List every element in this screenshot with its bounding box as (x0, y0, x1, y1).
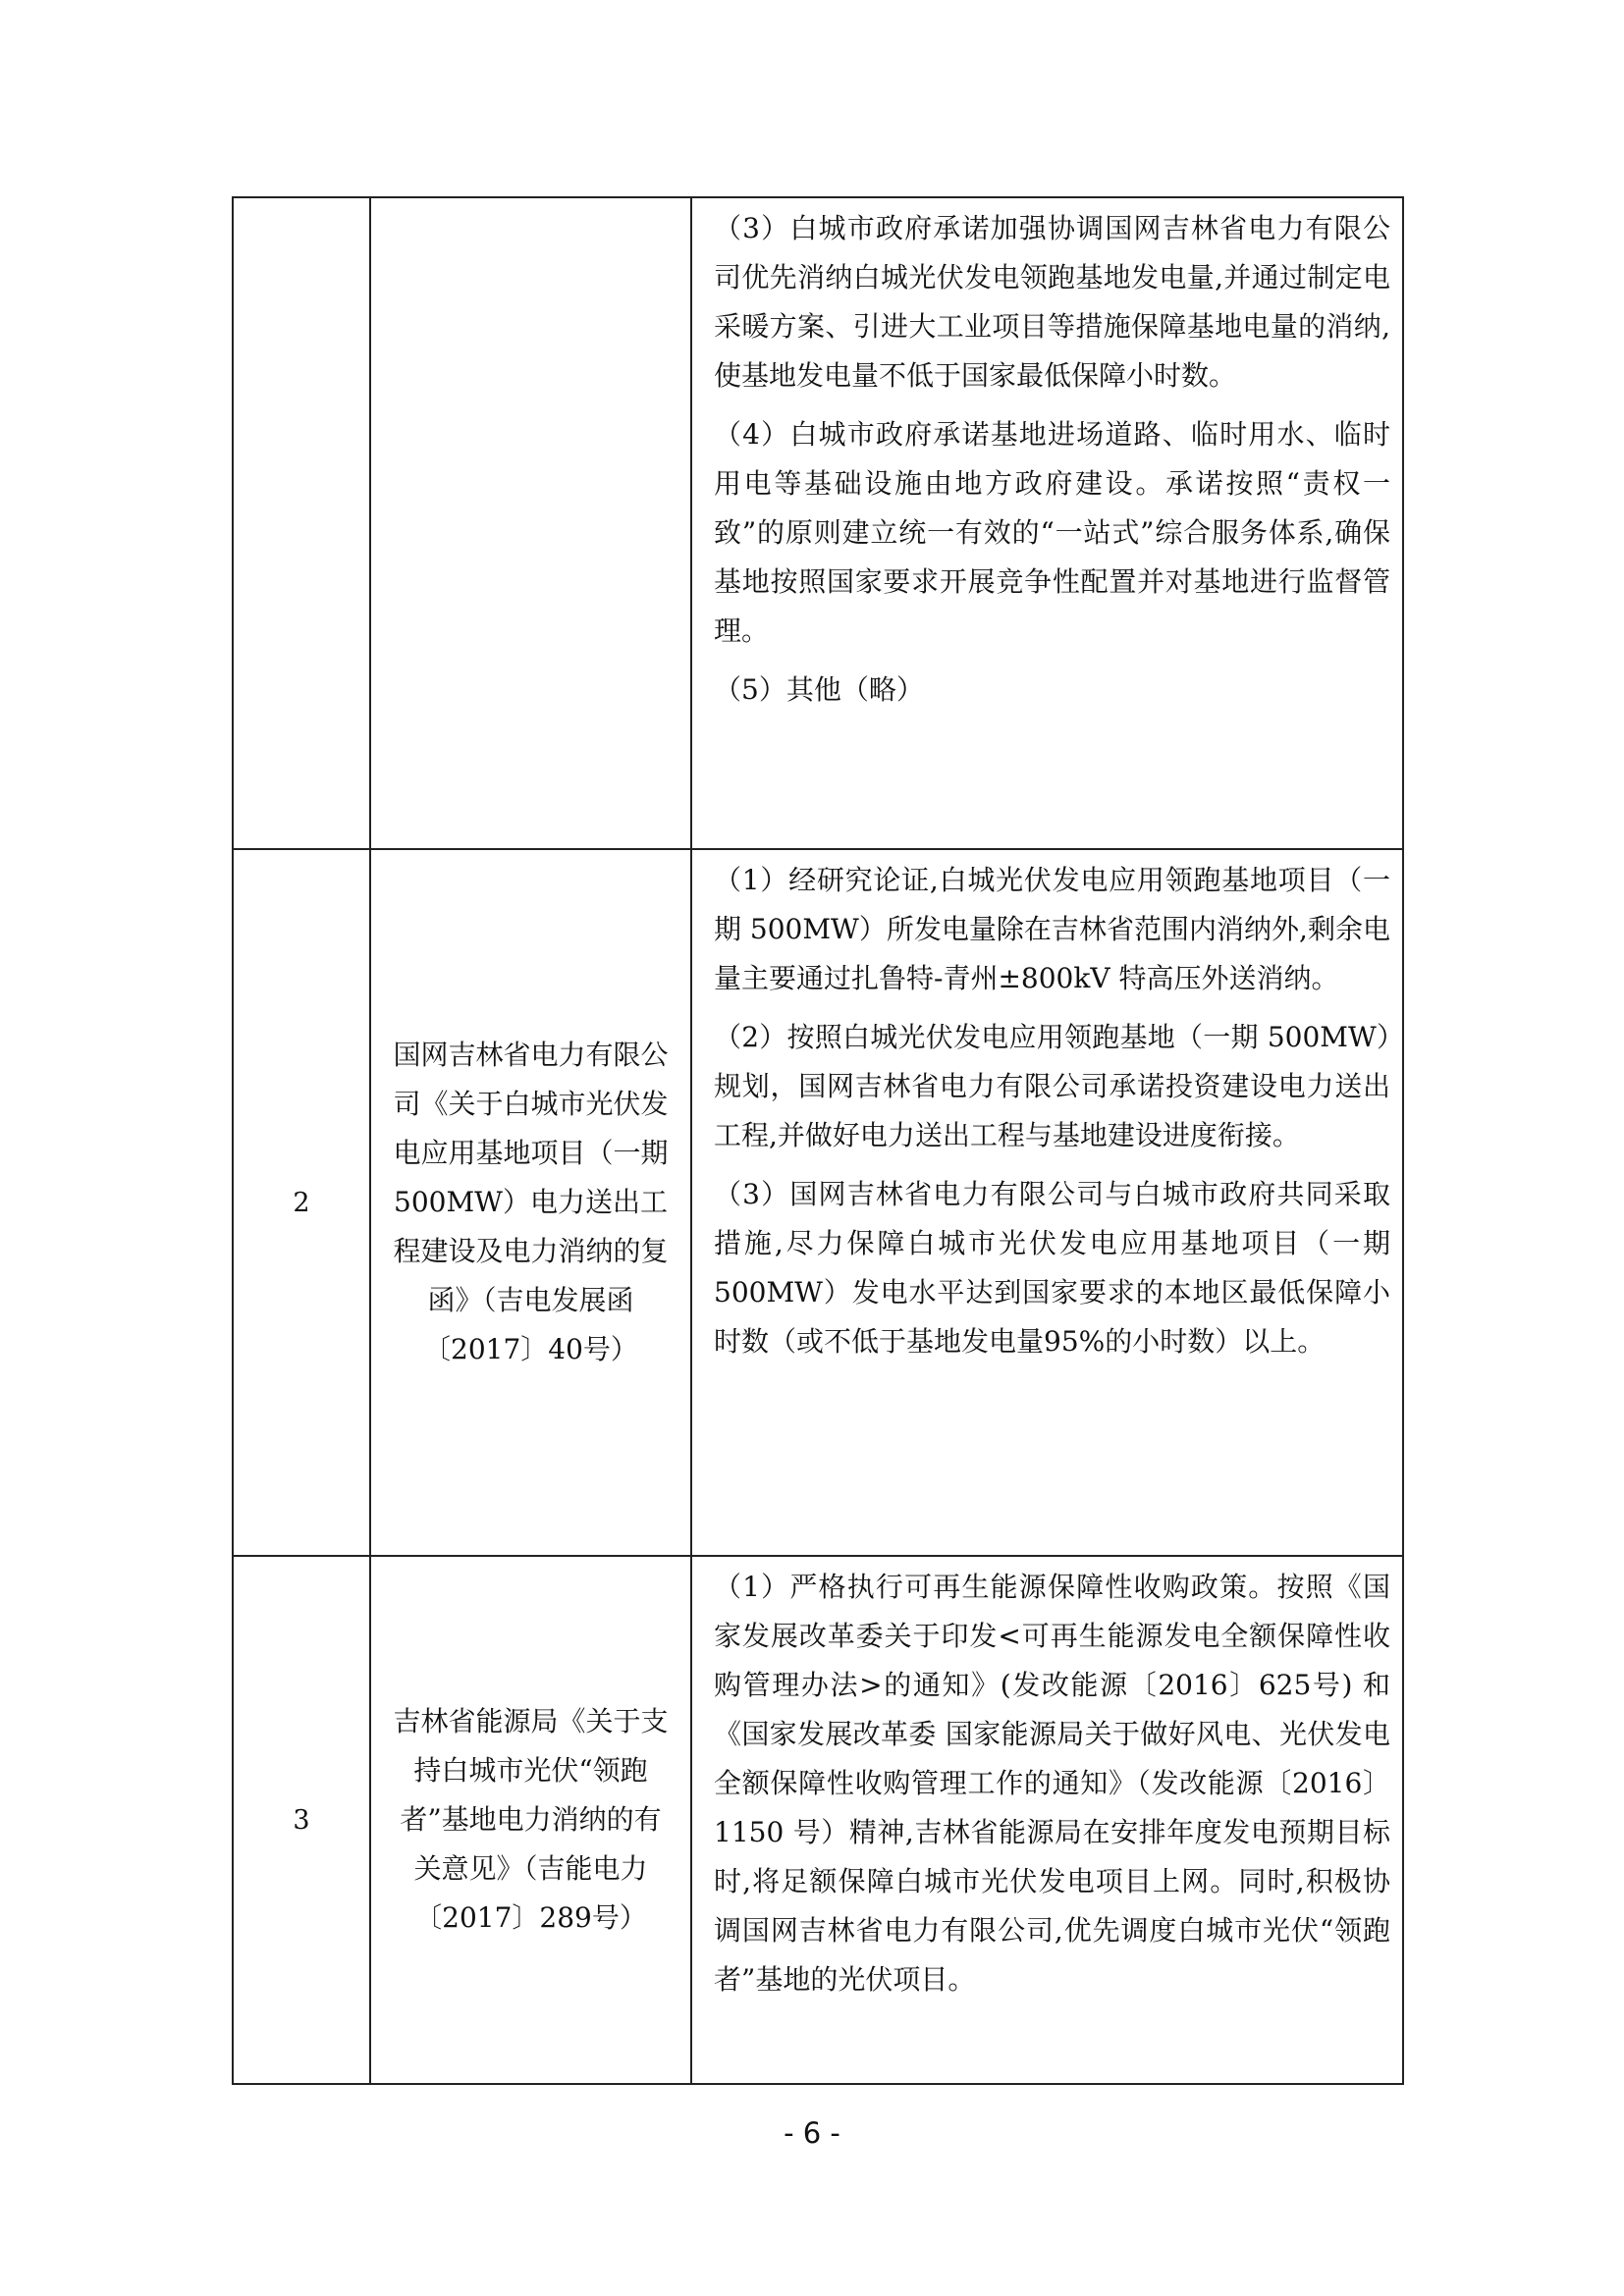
content-paragraph: （1）经研究论证,白城光伏发电应用领跑基地项目（一期 500MW）所发电量除在吉林省范围内消纳外,剩余电量主要通过扎鲁特-青州±800kV 特高压外送消纳。 (714, 864, 1390, 994)
row-number-cell: 3 (233, 1556, 370, 2084)
content-paragraph: （2）按照白城光伏发电应用领跑基地（一期 500MW）规划，国网吉林省电力有限公司承诺投资建设电力送出工程,并做好电力送出工程与基地建设进度衔接。 (714, 1021, 1390, 1151)
content-paragraph: （4）白城市政府承诺基地进场道路、临时用水、临时用电等基础设施由地方政府建设。承诺按照“责权一致”的原则建立统一有效的“一站式”综合服务体系,确保基地按照国家要求开展竞争性配置并对基地进行监督管理。 (714, 418, 1390, 647)
content-cell (691, 1556, 1403, 2084)
table-row (233, 849, 1403, 1556)
row-number-cell (233, 197, 370, 849)
table-row (233, 1556, 1403, 2084)
commitment-table (232, 196, 1404, 2085)
document-title-cell: 吉林省能源局《关于支持白城市光伏“领跑者”基地电力消纳的有关意见》（吉能电力〔2017〕289号） (370, 1556, 691, 2084)
content-paragraph: （1）严格执行可再生能源保障性收购政策。按照《国家发展改革委关于印发<可再生能源发电全额保障性收购管理办法>的通知》(发改能源〔2016〕625号) 和《国家发展改革委 国家能源局关于做好风电、光伏发电全额保障性收购管理工作的通知》（发改能源〔2016〕1150 号）精神,吉林省能源局在安排年度发电预期目标时,将足额保障白城市光伏发电项目上网。同时,积极协调国网吉林省电力有限公司,优先调度白城市光伏“领跑者”基地的光伏项目。 (714, 1571, 1390, 1996)
row-number-cell: 2 (233, 849, 370, 1556)
content-cell (691, 197, 1403, 849)
page-number: - 6 - (784, 2116, 840, 2150)
table-row (233, 197, 1403, 849)
content-paragraph: （3）国网吉林省电力有限公司与白城市政府共同采取措施,尽力保障白城市光伏发电应用基地项目（一期500MW）发电水平达到国家要求的本地区最低保障小时数（或不低于基地发电量95%的小时数）以上。 (714, 1178, 1390, 1358)
content-paragraph: （3）白城市政府承诺加强协调国网吉林省电力有限公司优先消纳白城光伏发电领跑基地发电量,并通过制定电采暖方案、引进大工业项目等措施保障基地电量的消纳,使基地发电量不低于国家最低保障小时数。 (714, 212, 1390, 392)
document-title-cell (370, 197, 691, 849)
content-paragraph: （5）其他（略） (714, 673, 924, 706)
content-cell (691, 849, 1403, 1556)
document-title-cell: 国网吉林省电力有限公司《关于白城市光伏发电应用基地项目（一期500MW）电力送出工程建设及电力消纳的复函》（吉电发展函〔2017〕40号） (370, 849, 691, 1556)
